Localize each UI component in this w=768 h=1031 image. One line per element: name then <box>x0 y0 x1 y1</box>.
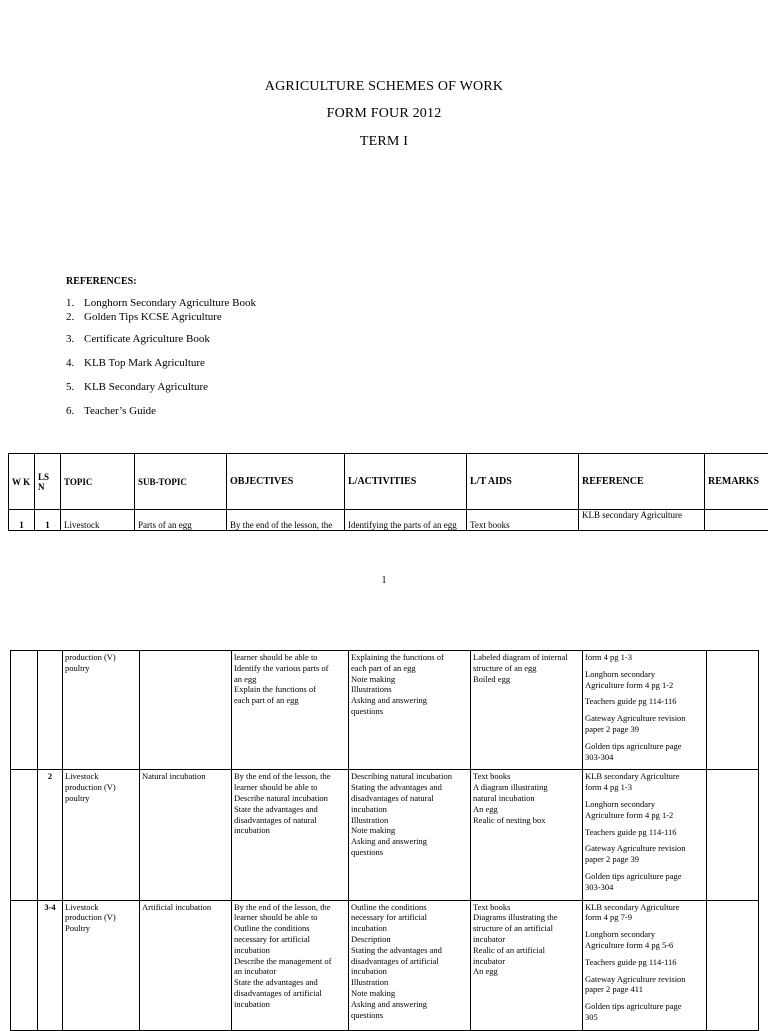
reference-entry-line: Gateway Agriculture revision <box>585 713 704 724</box>
cell-subtopic <box>140 900 232 1030</box>
header-activities: L/ACTIVITIES <box>345 454 467 510</box>
reference-entry-line: 303-304 <box>585 882 704 893</box>
cell-objectives-line: Describe the management of <box>234 956 346 967</box>
header-objectives: OBJECTIVES <box>227 454 345 510</box>
cell-activities-line: questions <box>351 706 468 717</box>
reference-entry-line: Teachers guide pg 114-116 <box>585 696 704 707</box>
reference-item <box>66 297 256 309</box>
cell-topic <box>63 770 140 900</box>
reference-entry <box>585 652 704 663</box>
reference-entry <box>585 771 704 793</box>
reference-text: Longhorn Secondary Agriculture Book <box>84 297 256 309</box>
cell-activities-line: Illustrations <box>351 684 468 695</box>
reference-entry-line: Teachers guide pg 114-116 <box>585 957 704 968</box>
reference-item <box>66 381 208 393</box>
cell-aids-line: natural incubation <box>473 793 580 804</box>
cell-objectives-line: State the advantages and <box>234 977 346 988</box>
cell-topic-line: production (V) <box>65 782 137 793</box>
cell-aids-line: Realic of an artificial <box>473 945 580 956</box>
header-remarks: REMARKS <box>705 454 768 510</box>
cell-objectives-line: an egg <box>234 674 346 685</box>
document-subtitle-form: FORM FOUR 2012 <box>0 106 768 122</box>
reference-entry-line: form 4 pg 1-3 <box>585 652 704 663</box>
cell-aids-line: Realic of nesting box <box>473 815 580 826</box>
cell-aids-line: Text books <box>473 771 580 782</box>
cell-activities-line: Illustration <box>351 977 468 988</box>
reference-item <box>66 333 210 345</box>
reference-entry-line: paper 2 page 39 <box>585 854 704 865</box>
reference-item <box>66 311 222 323</box>
cell-objectives-line: Identify the various parts of <box>234 663 346 674</box>
cell-objectives-line: disadvantages of natural <box>234 815 346 826</box>
reference-entry <box>585 871 704 893</box>
cell-objectives-line: learner should be able to <box>234 912 346 923</box>
cell-activities-line: Outline the conditions <box>351 902 468 913</box>
header-reference: REFERENCE <box>579 454 705 510</box>
header-lesson: LS N <box>35 454 61 510</box>
cell-objectives-line: incubation <box>234 825 346 836</box>
reference-entry-line: Agriculture form 4 pg 1-2 <box>585 680 704 691</box>
reference-entry <box>585 1001 704 1023</box>
cell-activities-line: Explaining the functions of <box>351 652 468 663</box>
reference-entry <box>585 669 704 691</box>
reference-entry-line: paper 2 page 39 <box>585 724 704 735</box>
cell-aids-line: Labeled diagram of internal <box>473 652 580 663</box>
cell-aids-line: incubator <box>473 934 580 945</box>
cell-topic-line: poultry <box>65 793 137 804</box>
cell-aids-line: Text books <box>473 902 580 913</box>
reference-entry <box>585 929 704 951</box>
reference-entry-line: Longhorn secondary <box>585 929 704 940</box>
scheme-table-continued <box>10 650 759 1031</box>
cell-objectives-line: disadvantages of artificial <box>234 988 346 999</box>
cell-aids-line: structure of an artificial <box>473 923 580 934</box>
cell-aids-line: structure of an egg <box>473 663 580 674</box>
header-week: W K <box>9 454 35 510</box>
cell-aids <box>471 900 583 1030</box>
cell-lesson <box>38 651 63 770</box>
reference-entry <box>585 957 704 968</box>
cell-activities-line: Note making <box>351 674 468 685</box>
reference-entry <box>585 902 704 924</box>
reference-text: Teacher’s Guide <box>84 405 156 417</box>
cell-subtopic <box>140 770 232 900</box>
cell-week <box>11 651 38 770</box>
cell-activities-line: questions <box>351 1010 468 1021</box>
cell-activities-line: Asking and answering <box>351 999 468 1010</box>
cell-activities-line: incubation <box>351 966 468 977</box>
cell-aids <box>471 770 583 900</box>
reference-entry-line: Agriculture form 4 pg 1-2 <box>585 810 704 821</box>
cell-remarks <box>707 770 759 900</box>
reference-entry-line: Longhorn secondary <box>585 799 704 810</box>
reference-text: Certificate Agriculture Book <box>84 333 210 345</box>
cell-activities: Identifying the parts of an egg <box>345 510 467 531</box>
cell-activities-line: Stating the advantages and <box>351 782 468 793</box>
cell-objectives-line: incubation <box>234 945 346 956</box>
reference-entry <box>585 843 704 865</box>
cell-activities-line: Note making <box>351 825 468 836</box>
cell-aids-line: An egg <box>473 966 580 977</box>
cell-subtopic <box>140 651 232 770</box>
cell-aids-line: incubator <box>473 956 580 967</box>
cell-activities-line: necessary for artificial <box>351 912 468 923</box>
reference-entry <box>585 713 704 735</box>
cell-remarks <box>707 651 759 770</box>
reference-entry <box>585 827 704 838</box>
reference-entry-line: form 4 pg 1-3 <box>585 782 704 793</box>
cell-activities-line: Asking and answering <box>351 695 468 706</box>
reference-entry-line: Teachers guide pg 114-116 <box>585 827 704 838</box>
cell-activities-line: disadvantages of natural <box>351 793 468 804</box>
cell-activities <box>349 770 471 900</box>
reference-number: 2. <box>66 311 84 323</box>
cell-activities-line: Asking and answering <box>351 836 468 847</box>
reference-text: Golden Tips KCSE Agriculture <box>84 311 222 323</box>
table-row <box>11 900 759 1030</box>
cell-lesson: 2 <box>38 770 63 900</box>
cell-objectives-line: By the end of the lesson, the <box>234 771 346 782</box>
cell-activities-line: Describing natural incubation <box>351 771 468 782</box>
cell-activities-line: questions <box>351 847 468 858</box>
cell-lesson: 1 <box>35 510 61 531</box>
cell-reference <box>583 651 707 770</box>
reference-number: 5. <box>66 381 84 393</box>
reference-entry <box>585 696 704 707</box>
reference-entry-line: KLB secondary Agriculture <box>585 902 704 913</box>
reference-entry-line: Golden tips agriculture page <box>585 741 704 752</box>
reference-item <box>66 357 205 369</box>
cell-objectives-line: Describe natural incubation <box>234 793 346 804</box>
cell-activities <box>349 900 471 1030</box>
cell-activities-line: incubation <box>351 923 468 934</box>
cell-reference <box>583 770 707 900</box>
cell-subtopic-line: Natural incubation <box>142 771 229 782</box>
reference-entry-line: Gateway Agriculture revision <box>585 974 704 985</box>
cell-objectives <box>232 770 349 900</box>
reference-entry-line: paper 2 page 411 <box>585 984 704 995</box>
cell-objectives-line: necessary for artificial <box>234 934 346 945</box>
cell-subtopic: Parts of an egg <box>135 510 227 531</box>
reference-entry-line: Agriculture form 4 pg 5-6 <box>585 940 704 951</box>
reference-entry-line: Golden tips agriculture page <box>585 871 704 882</box>
cell-objectives-line: each part of an egg <box>234 695 346 706</box>
page-number: 1 <box>0 575 768 586</box>
reference-text: KLB Top Mark Agriculture <box>84 357 205 369</box>
cell-topic <box>63 651 140 770</box>
scheme-table-header <box>8 453 768 531</box>
cell-remarks <box>707 900 759 1030</box>
reference-item <box>66 405 156 417</box>
header-topic: TOPIC <box>61 454 135 510</box>
cell-remarks <box>705 510 768 531</box>
cell-week <box>11 770 38 900</box>
reference-entry-line: Gateway Agriculture revision <box>585 843 704 854</box>
cell-objectives-line: By the end of the lesson, the <box>234 902 346 913</box>
cell-subtopic-line: Artificial incubation <box>142 902 229 913</box>
cell-topic-line: poultry <box>65 663 137 674</box>
header-subtopic: SUB-TOPIC <box>135 454 227 510</box>
reference-entry-line: 303-304 <box>585 752 704 763</box>
reference-text: KLB Secondary Agriculture <box>84 381 208 393</box>
document-title: AGRICULTURE SCHEMES OF WORK <box>0 79 768 95</box>
reference-number: 6. <box>66 405 84 417</box>
cell-activities-line: Illustration <box>351 815 468 826</box>
cell-aids-line: A diagram illustrating <box>473 782 580 793</box>
cell-activities <box>349 651 471 770</box>
cell-objectives <box>232 651 349 770</box>
cell-objectives-line: an incubator <box>234 966 346 977</box>
cell-topic-line: Poultry <box>65 923 137 934</box>
header-aids: L/T AIDS <box>467 454 579 510</box>
cell-activities-line: Note making <box>351 988 468 999</box>
reference-entry-line: Longhorn secondary <box>585 669 704 680</box>
reference-number: 4. <box>66 357 84 369</box>
cell-topic-line: Livestock <box>65 771 137 782</box>
cell-aids <box>471 651 583 770</box>
cell-lesson: 3-4 <box>38 900 63 1030</box>
reference-entry <box>585 799 704 821</box>
cell-topic-line: production (V) <box>65 652 137 663</box>
document-subtitle-term: TERM I <box>0 134 768 150</box>
cell-objectives-line: Explain the functions of <box>234 684 346 695</box>
table-row <box>11 651 759 770</box>
reference-number: 1. <box>66 297 84 309</box>
cell-aids-line: An egg <box>473 804 580 815</box>
cell-objectives <box>232 900 349 1030</box>
cell-topic <box>63 900 140 1030</box>
table-row <box>11 770 759 900</box>
reference-entry-line: Golden tips agriculture page <box>585 1001 704 1012</box>
cell-topic-line: Livestock <box>65 902 137 913</box>
cell-topic: Livestock <box>61 510 135 531</box>
reference-entry-line: KLB secondary Agriculture <box>585 771 704 782</box>
cell-objectives-line: incubation <box>234 999 346 1010</box>
cell-objectives-line: Outline the conditions <box>234 923 346 934</box>
cell-objectives-line: learner should be able to <box>234 782 346 793</box>
cell-aids-line: Diagrams illustrating the <box>473 912 580 923</box>
cell-week: 1 <box>9 510 35 531</box>
cell-reference: KLB secondary Agriculture <box>579 510 705 531</box>
reference-entry-line: form 4 pg 7-9 <box>585 912 704 923</box>
reference-entry-line: 305 <box>585 1012 704 1023</box>
references-heading: REFERENCES: <box>66 276 137 287</box>
cell-activities-line: Stating the advantages and <box>351 945 468 956</box>
cell-activities-line: Description <box>351 934 468 945</box>
cell-topic-line: production (V) <box>65 912 137 923</box>
reference-entry <box>585 741 704 763</box>
cell-activities-line: each part of an egg <box>351 663 468 674</box>
reference-number: 3. <box>66 333 84 345</box>
cell-activities-line: disadvantages of artificial <box>351 956 468 967</box>
cell-objectives-line: learner should be able to <box>234 652 346 663</box>
cell-activities-line: incubation <box>351 804 468 815</box>
cell-objectives: By the end of the lesson, the <box>227 510 345 531</box>
cell-reference <box>583 900 707 1030</box>
cell-week <box>11 900 38 1030</box>
cell-aids: Text books <box>467 510 579 531</box>
cell-aids-line: Boiled egg <box>473 674 580 685</box>
reference-entry <box>585 974 704 996</box>
cell-objectives-line: State the advantages and <box>234 804 346 815</box>
